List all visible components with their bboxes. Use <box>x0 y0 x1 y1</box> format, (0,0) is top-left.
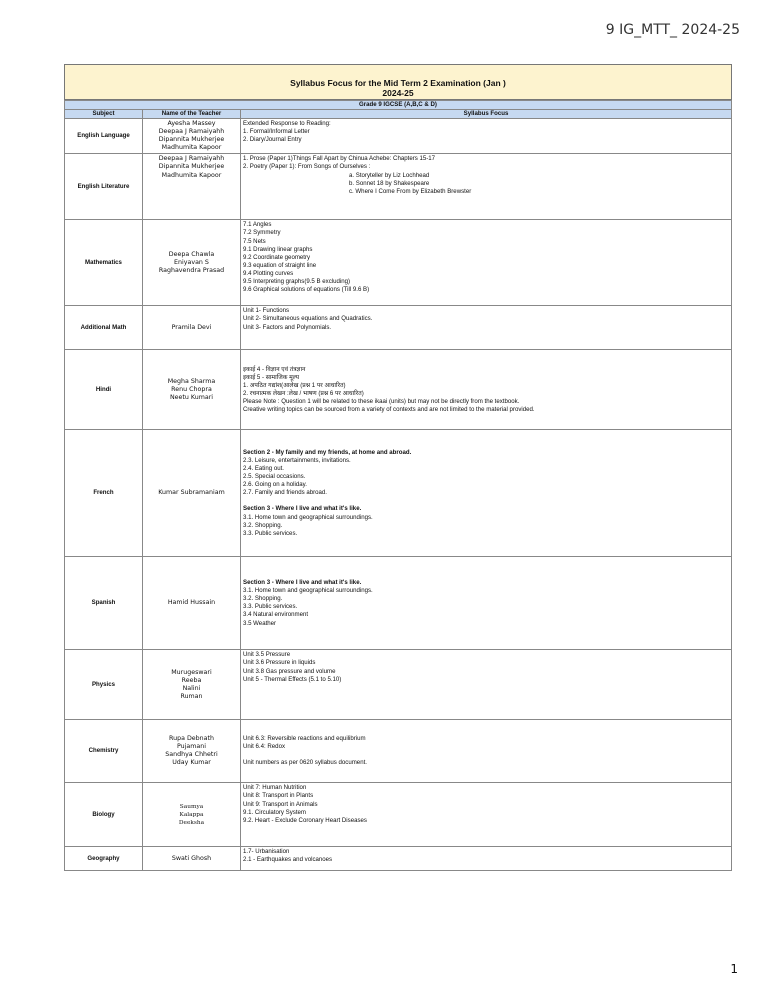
focus-line: 7.5 Nets <box>243 237 266 245</box>
focus-line: 1. Prose (Paper 1)Things Fall Apart by Chinua Achebe: Chapters 15-17 <box>243 155 436 163</box>
subject-cell: Chemistry <box>65 720 143 783</box>
focus-line: Please Note : Question 1 will be related to these ikaai (units) but may not be directly from the textbook. <box>243 397 520 405</box>
teacher-cell: Rupa Debnath Pujamani Sandhya Chhetri Uday Kumar <box>143 720 241 783</box>
table-row <box>65 557 732 650</box>
table-row <box>65 720 732 783</box>
table-row <box>65 783 732 847</box>
focus-line: 1. अपठित गद्यांश(आलेख (प्रश्न 1 पर आधारित) <box>243 381 346 389</box>
focus-line: 9.6 Graphical solutions of equations (Till 9.6 B) <box>243 286 370 294</box>
syllabus-table <box>64 100 732 871</box>
focus-line: Unit 7: Human Nutrition <box>243 784 307 792</box>
focus-line: Unit 6.4: Redox <box>243 743 286 751</box>
table-row <box>65 847 732 871</box>
focus-line: Unit 3- Factors and Polynomials. <box>243 323 332 331</box>
subject-cell: Geography <box>65 847 143 871</box>
subject-cell: Hindi <box>65 350 143 430</box>
focus-line: 2.4. Eating out. <box>243 465 284 473</box>
teacher-cell: Pramila Devi <box>143 306 241 350</box>
focus-line: a. Storyteller by Liz Lochhead <box>349 171 430 179</box>
focus-line: Unit 9: Transport in Animals <box>243 800 318 808</box>
focus-line: Section 3 - Where I live and what it's like. <box>243 579 362 587</box>
subject-cell: Physics <box>65 650 143 720</box>
focus-line: 9.5 Interpreting graphs(9.5 B excluding) <box>243 278 351 286</box>
column-header-teacher: Name of the Teacher <box>143 109 241 119</box>
table-row <box>65 350 732 430</box>
focus-line: Section 2 - My family and my friends, at home and abroad. <box>243 448 412 456</box>
focus-line: Unit 3.8 Gas pressure and volume <box>243 667 336 675</box>
column-header-focus: Syllabus Focus <box>241 109 732 119</box>
grade-label: Grade 9 IGCSE (A,B,C & D) <box>65 101 732 110</box>
syllabus-focus-cell <box>241 720 732 783</box>
syllabus-focus-cell <box>241 650 732 720</box>
focus-line: Extended Response to Reading: <box>243 120 331 127</box>
focus-line: Unit 8: Transport in Plants <box>243 792 314 800</box>
focus-line: Unit 5 - Thermal Effects (5.1 to 5.10) <box>243 675 342 683</box>
subject-cell: English Literature <box>65 154 143 220</box>
focus-line: Unit 1- Functions <box>243 307 290 315</box>
teacher-cell: Saumya Kalappa Deeksha <box>143 783 241 847</box>
focus-line: 2.3. Leisure, entertainments, invitations. <box>243 457 351 464</box>
subject-cell: French <box>65 430 143 557</box>
focus-line: 2.6. Going on a holiday. <box>243 481 307 489</box>
focus-line: 7.1 Angles <box>243 221 272 229</box>
teacher-cell: Ayesha Massey Deepaa J Ramaiyahh Dipannita Mukherjee Madhumita Kapoor <box>143 119 241 154</box>
focus-line: 2. Poetry (Paper 1): From Songs of Ourselves : <box>243 163 371 171</box>
table-row <box>65 220 732 306</box>
focus-line: 2.5. Special occasions. <box>243 473 306 481</box>
focus-line: 1.7- Urbanisation <box>243 848 290 856</box>
document-code: 9 IG_MTT_ 2024-25 <box>605 22 740 38</box>
syllabus-focus-cell <box>241 350 732 430</box>
focus-line: Unit numbers as per 0620 syllabus document. <box>243 759 367 767</box>
document-title: Syllabus Focus for the Mid Term 2 Examination (Jan ) <box>290 78 506 88</box>
teacher-cell: Hamid Hussain <box>143 557 241 650</box>
focus-line: 9.2. Heart - Exclude Coronary Heart Diseases <box>243 816 367 824</box>
subject-cell: Mathematics <box>65 220 143 306</box>
focus-line: Unit 6.3: Reversible reactions and equilibrium <box>243 735 366 743</box>
column-header-row <box>65 109 732 119</box>
table-row <box>65 306 732 350</box>
focus-line: 3.5 Weather <box>243 619 277 627</box>
focus-line: 2.7. Family and friends abroad. <box>243 489 328 497</box>
focus-line: 3.4 Natural environment <box>243 611 309 619</box>
syllabus-focus-cell <box>241 220 732 306</box>
syllabus-focus-cell <box>241 430 732 557</box>
focus-line: Unit 2- Simultaneous equations and Quadratics. <box>243 315 373 323</box>
syllabus-focus-cell <box>241 847 732 871</box>
subject-cell: English Language <box>65 119 143 154</box>
focus-line <box>243 751 729 759</box>
page-number: 1 <box>730 962 738 976</box>
focus-line: 9.3 equation of straight line <box>243 261 317 269</box>
teacher-cell: Kumar Subramaniam <box>143 430 241 557</box>
title-box <box>64 64 732 100</box>
subject-cell: Biology <box>65 783 143 847</box>
grade-row <box>65 101 732 110</box>
table-row <box>65 650 732 720</box>
teacher-cell: Swati Ghosh <box>143 847 241 871</box>
syllabus-document <box>64 64 732 871</box>
focus-line: Section 3 - Where I live and what it's like. <box>243 505 362 513</box>
focus-line: Unit 3.6 Pressure in liquids <box>243 659 316 667</box>
focus-line: 9.1 Drawing linear graphs <box>243 245 313 253</box>
focus-line: 3.1. Home town and geographical surroundings. <box>243 513 373 521</box>
focus-line: 9.1. Circulatory System <box>243 808 306 816</box>
academic-year: 2024-25 <box>382 88 414 98</box>
focus-line: 9.4 Plotting curves <box>243 269 294 277</box>
table-row <box>65 154 732 220</box>
teacher-cell: Megha Sharma Renu Chopra Neetu Kumari <box>143 350 241 430</box>
syllabus-focus-cell <box>241 557 732 650</box>
subject-cell: Additional Math <box>65 306 143 350</box>
syllabus-focus-cell <box>241 154 732 220</box>
focus-line: Unit 3.5 Pressure <box>243 651 291 659</box>
focus-line: 3.2. Shopping. <box>243 521 283 529</box>
focus-line: c. Where I Come From by Elizabeth Brewster <box>349 187 472 195</box>
table-row <box>65 119 732 154</box>
syllabus-focus-cell <box>241 306 732 350</box>
column-header-subject: Subject <box>65 109 143 119</box>
focus-line: 2. रचनात्मक लेखन :लेख / भाषण (प्रश्न 6 पर आधारित) <box>243 389 364 397</box>
focus-line: 3.1. Home town and geographical surroundings. <box>243 587 373 595</box>
focus-line: 2.1 - Earthquakes and volcanoes <box>243 856 333 864</box>
focus-line: इकाई 4 - विज्ञान एवं तंत्रज्ञान <box>243 365 306 373</box>
focus-line: 7.2 Symmetry <box>243 229 281 237</box>
table-row <box>65 430 732 557</box>
focus-line: 2. Diary/Journal Entry <box>243 136 302 144</box>
subject-cell: Spanish <box>65 557 143 650</box>
teacher-cell: Deepa Chawla Eniyavan S Raghavendra Prasad <box>143 220 241 306</box>
syllabus-focus-cell <box>241 783 732 847</box>
focus-line: 3.2. Shopping. <box>243 595 283 603</box>
focus-line: 1. Formal/Informal Letter <box>243 128 310 136</box>
focus-line: 3.3. Public services. <box>243 529 298 537</box>
focus-line: 9.2 Coordinate geometry <box>243 253 311 261</box>
focus-line: इकाई 5 - सामाजिक मूल्य <box>243 373 300 381</box>
focus-line: 3.3. Public services. <box>243 603 298 611</box>
focus-line: Creative writing topics can be sourced from a variety of contexts and are not limited to the material provided. <box>243 406 535 414</box>
teacher-cell: Deepaa J Ramaiyahh Dipannita Mukherjee Madhumita Kapoor <box>143 154 241 220</box>
focus-line: b. Sonnet 18 by Shakespeare <box>349 179 430 187</box>
teacher-cell: Murugeswari Reeba Nalini Ruman <box>143 650 241 720</box>
syllabus-focus-cell <box>241 119 732 154</box>
focus-line <box>243 497 729 505</box>
